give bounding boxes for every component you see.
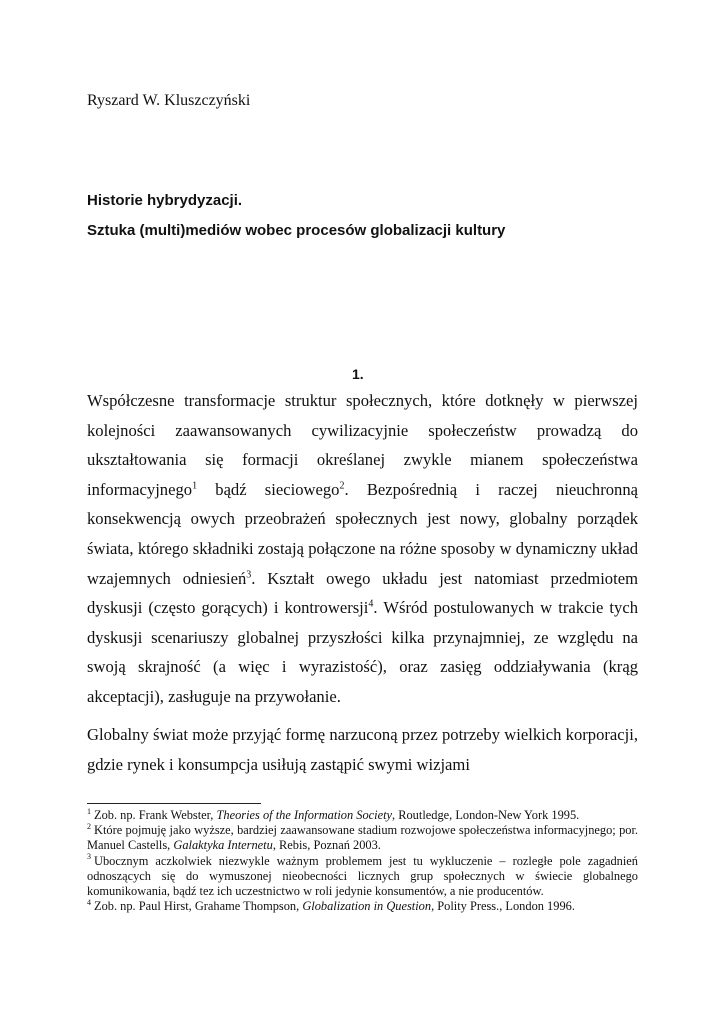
paragraph-1	[87, 386, 638, 712]
footnote-ref-1[interactable]: 1	[192, 480, 198, 492]
footnote-1	[87, 808, 638, 823]
footnote-text: Ubocznym aczkolwiek niezwykle ważnym problemem jest tu wykluczenie – rozległe pole zagadnień odnoszących się do wymuszonej nieobecności licznych grup społecznych w świecie globalnego komunikowania, bądź tez ich uczestnictwo w roli jedynie konsumentów, a nie producentów.	[87, 853, 638, 899]
footnote-text: Zob. np. Paul Hirst, Grahame Thompson,	[94, 899, 303, 914]
section-number: 1.	[352, 366, 364, 382]
footnote-italic-title: Theories of the Information Society	[216, 808, 393, 822]
footnote-text: Które pojmuję jako wyższe, bardziej zaawansowane stadium rozwojowe społeczeństwa informacyjnego; por. Manuel Castells,	[87, 823, 638, 853]
footnote-ref-3[interactable]: 3	[246, 569, 252, 581]
footnotes	[87, 808, 638, 914]
footnote-text: Zob. np. Frank Webster,	[94, 808, 217, 822]
paragraph-1-text-2: bądź sieciowego	[197, 479, 340, 499]
footnote-number: 2	[87, 822, 91, 832]
title-line-2: Sztuka (multi)mediów wobec procesów globalizacji kultury	[87, 222, 506, 239]
footnote-text-end: , Rebis, Poznań 2003.	[272, 838, 381, 853]
paragraph-1-text-1: Współczesne transformacje struktur społecznych, które dotknęły w pierwszej kolejności zaawansowanych cywilizacyjnie społeczeństw prowadzą do ukształtowania się formacji określanej zwykle mianem społeczeństwa informacyjnego	[87, 391, 638, 499]
footnote-ref-2[interactable]: 2	[339, 480, 345, 492]
paragraph-1-text-5: . Wśród postulowanych w trakcie tych dyskusji scenariuszy globalnej przyszłości kilka przynajmniej, ze względu na swoją skrajność (a więc i wyrazistość), oraz zasięg oddziaływania (krąg akceptacji), zasługuje na przywołanie.	[87, 598, 638, 706]
footnote-3	[87, 854, 638, 900]
paragraph-1-text-4: . Kształt owego układu jest natomiast przedmiotem dyskusji (często gorących) i kontrowersji	[87, 568, 638, 618]
footnote-2	[87, 823, 638, 853]
footnote-text-end: , Routledge, London-New York 1995.	[392, 808, 580, 822]
footnote-number: 1	[87, 806, 91, 816]
footnote-italic-title: Globalization in Question	[302, 899, 432, 914]
footnote-separator	[87, 803, 261, 804]
paragraph-2: Globalny świat może przyjąć formę narzuconą przez potrzeby wielkich korporacji, gdzie rynek i konsumpcja usiłują zastąpić swymi wizjami	[87, 725, 638, 774]
footnote-italic-title: Galaktyka Internetu	[173, 838, 273, 853]
footnote-number: 3	[87, 852, 91, 862]
author-name: Ryszard W. Kluszczyński	[87, 92, 251, 109]
footnote-text-end: , Polity Press., London 1996.	[431, 899, 575, 914]
footnote-4	[87, 899, 638, 914]
paragraph-1-text-3: . Bezpośrednią i raczej nieuchronną konsekwencją owych przeobrażeń społecznych jest nowy, globalny porządek świata, którego składniki zostają połączone na różne sposoby w dynamiczny układ wzajemnych odniesień	[87, 479, 638, 588]
footnote-number: 4	[87, 898, 91, 908]
footnote-ref-4[interactable]: 4	[368, 598, 374, 610]
title-line-1: Historie hybrydyzacji.	[87, 192, 243, 209]
